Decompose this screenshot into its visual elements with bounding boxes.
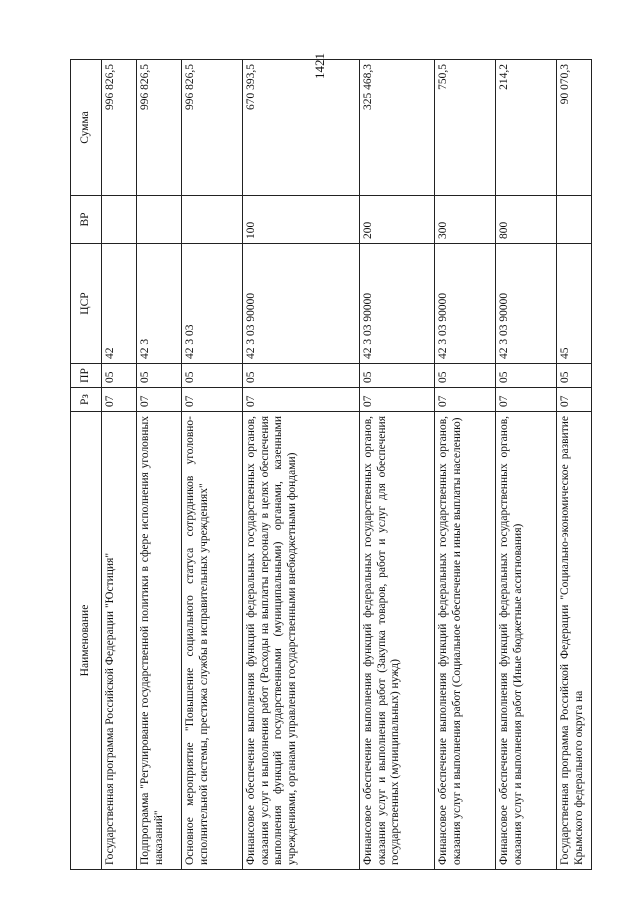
cell-name: Финансовое обеспечение выполнения функций федеральных государственных органов, оказания услуг и выполнения работ (Закупка товаров, работ и услуг для обеспечения государственных (муниципальных) нужд) bbox=[360, 412, 435, 870]
cell-pr: 05 bbox=[182, 364, 243, 388]
table-row bbox=[557, 60, 592, 870]
header-sum: Сумма bbox=[71, 60, 102, 196]
table-header-row bbox=[71, 60, 102, 870]
page-number: 1421 bbox=[312, 53, 327, 79]
cell-sum: 996 826,5 bbox=[137, 60, 182, 196]
cell-sum: 996 826,5 bbox=[102, 60, 137, 196]
cell-vr bbox=[182, 196, 243, 244]
cell-name: Государственная программа Российской Федерации "Юстиция" bbox=[102, 412, 137, 870]
header-pr: ПР bbox=[71, 364, 102, 388]
cell-pr: 05 bbox=[496, 364, 557, 388]
header-vr: ВР bbox=[71, 196, 102, 244]
cell-csr: 42 3 bbox=[137, 244, 182, 364]
table-row bbox=[496, 60, 557, 870]
cell-name: Подпрограмма "Регулирование государственной политики в сфере исполнения уголовных наказаний" bbox=[137, 412, 182, 870]
cell-rz: 07 bbox=[102, 388, 137, 412]
cell-vr bbox=[102, 196, 137, 244]
budget-table-container bbox=[70, 60, 610, 870]
cell-name: Финансовое обеспечение выполнения функций федеральных государственных органов, оказания услуг и выполнения работ (Социальное обеспечение и иные выплаты населению) bbox=[435, 412, 496, 870]
cell-rz: 07 bbox=[243, 388, 360, 412]
cell-csr: 42 bbox=[102, 244, 137, 364]
cell-rz: 07 bbox=[496, 388, 557, 412]
cell-sum: 325 468,3 bbox=[360, 60, 435, 196]
cell-vr: 100 bbox=[243, 196, 360, 244]
cell-name: Государственная программа Российской Федерации "Социально-экономическое развитие Крымского федерального округа на bbox=[557, 412, 592, 870]
cell-vr: 300 bbox=[435, 196, 496, 244]
cell-sum: 90 070,3 bbox=[557, 60, 592, 196]
cell-rz: 07 bbox=[435, 388, 496, 412]
cell-name: Финансовое обеспечение выполнения функций федеральных государственных органов, оказания услуг и выполнения работ (Иные бюджетные ассигнования) bbox=[496, 412, 557, 870]
cell-csr: 42 3 03 90000 bbox=[496, 244, 557, 364]
cell-vr bbox=[557, 196, 592, 244]
cell-csr: 42 3 03 90000 bbox=[243, 244, 360, 364]
cell-rz: 07 bbox=[137, 388, 182, 412]
cell-vr bbox=[137, 196, 182, 244]
header-name: Наименование bbox=[71, 412, 102, 870]
cell-pr: 05 bbox=[137, 364, 182, 388]
cell-sum: 214,2 bbox=[496, 60, 557, 196]
cell-sum: 750,5 bbox=[435, 60, 496, 196]
table-row bbox=[102, 60, 137, 870]
cell-sum: 996 826,5 bbox=[182, 60, 243, 196]
cell-pr: 05 bbox=[360, 364, 435, 388]
cell-rz: 07 bbox=[557, 388, 592, 412]
table-row bbox=[435, 60, 496, 870]
cell-rz: 07 bbox=[360, 388, 435, 412]
cell-name: Основное мероприятие "Повышение социального статуса сотрудников уголовно-исполнительной системы, престижа службы в исправительных учреждениях" bbox=[182, 412, 243, 870]
cell-csr: 45 bbox=[557, 244, 592, 364]
table-row bbox=[182, 60, 243, 870]
header-rz: Рз bbox=[71, 388, 102, 412]
table-row bbox=[360, 60, 435, 870]
cell-vr: 200 bbox=[360, 196, 435, 244]
cell-pr: 05 bbox=[557, 364, 592, 388]
cell-csr: 42 3 03 bbox=[182, 244, 243, 364]
cell-vr: 800 bbox=[496, 196, 557, 244]
cell-pr: 05 bbox=[243, 364, 360, 388]
cell-pr: 05 bbox=[435, 364, 496, 388]
budget-table bbox=[70, 59, 592, 870]
table-row bbox=[137, 60, 182, 870]
table-row bbox=[243, 60, 360, 870]
cell-csr: 42 3 03 90000 bbox=[360, 244, 435, 364]
cell-pr: 05 bbox=[102, 364, 137, 388]
cell-rz: 07 bbox=[182, 388, 243, 412]
header-csr: ЦСР bbox=[71, 244, 102, 364]
cell-name: Финансовое обеспечение выполнения функций федеральных государственных органов, оказания услуг и выполнения работ (Расходы на выплаты персоналу в целях обеспечения выполнения функций государственными (муниципальными) органами, казенными учреждениями, органами управления государственными внебюджетными фондами) bbox=[243, 412, 360, 870]
cell-csr: 42 3 03 90000 bbox=[435, 244, 496, 364]
cell-sum: 670 393,5 bbox=[243, 60, 360, 196]
